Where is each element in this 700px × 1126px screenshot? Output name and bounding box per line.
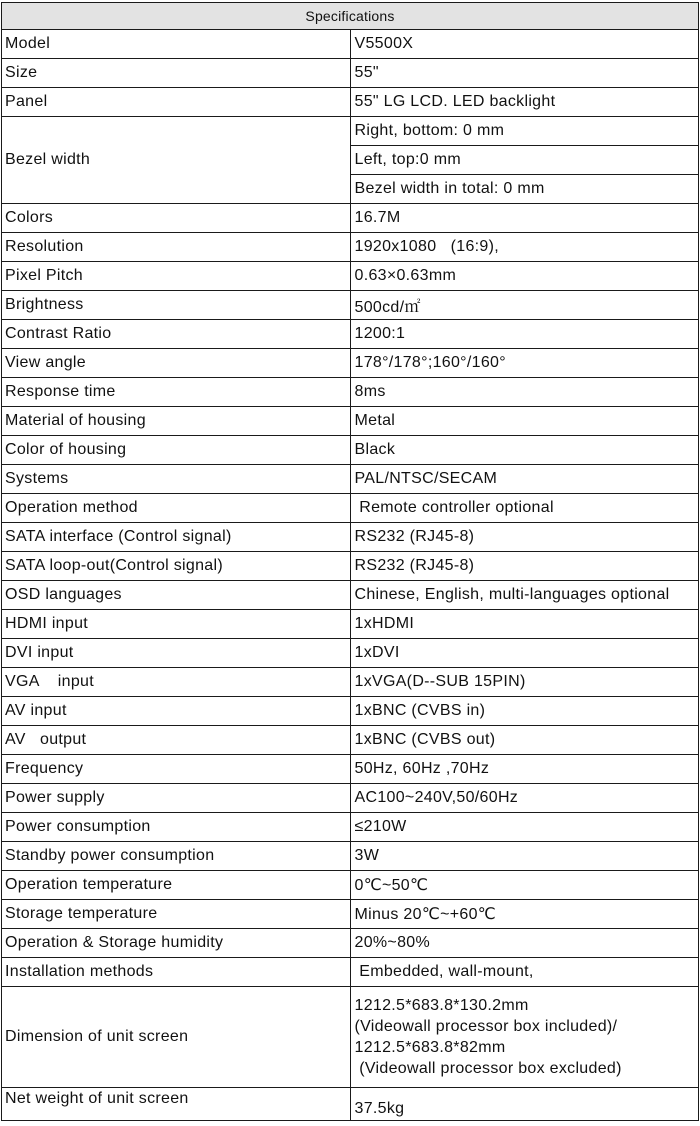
table-row <box>2 262 699 291</box>
spec-value: Black <box>350 436 699 465</box>
spec-label: Colors <box>2 204 351 233</box>
table-row-weight <box>2 1088 699 1121</box>
table-row <box>2 842 699 871</box>
table-row <box>2 407 699 436</box>
table-row <box>2 552 699 581</box>
table-row-bezel <box>2 117 699 146</box>
spec-value: V5500X <box>350 30 699 59</box>
spec-label: DVI input <box>2 639 351 668</box>
spec-label: Operation temperature <box>2 871 351 900</box>
spec-value: 1xHDMI <box>350 610 699 639</box>
table-row <box>2 30 699 59</box>
spec-value-bezel: Bezel width in total: 0 mm <box>350 175 699 204</box>
spec-label: Power consumption <box>2 813 351 842</box>
table-row <box>2 320 699 349</box>
spec-value: 0.63×0.63mm <box>350 262 699 291</box>
spec-value: ≤210W <box>350 813 699 842</box>
spec-label: View angle <box>2 349 351 378</box>
table-row <box>2 929 699 958</box>
table-row <box>2 88 699 117</box>
table-row <box>2 204 699 233</box>
table-body-tail <box>2 987 699 1121</box>
table-body <box>2 30 699 204</box>
spec-label: Brightness <box>2 291 351 320</box>
spec-value: 1xBNC (CVBS out) <box>350 726 699 755</box>
spec-value-dimension: 1212.5*683.8*130.2mm (Videowall processor box included)/ 1212.5*683.8*82mm (Videowall processor box excluded) <box>350 987 699 1088</box>
spec-label: Model <box>2 30 351 59</box>
spec-label: Response time <box>2 378 351 407</box>
spec-label: Material of housing <box>2 407 351 436</box>
table-title: Specifications <box>2 3 699 30</box>
spec-value: Embedded, wall-mount, <box>350 958 699 987</box>
table-row <box>2 581 699 610</box>
spec-label: SATA loop-out(Control signal) <box>2 552 351 581</box>
spec-value: 16.7M <box>350 204 699 233</box>
spec-value: Chinese, English, multi-languages optional <box>350 581 699 610</box>
spec-value: RS232 (RJ45-8) <box>350 523 699 552</box>
spec-value: 55" LG LCD. LED backlight <box>350 88 699 117</box>
table-row <box>2 610 699 639</box>
spec-value: 1200:1 <box>350 320 699 349</box>
spec-value: 500cd/㎡ <box>350 291 699 320</box>
table-row <box>2 813 699 842</box>
spec-value: 55" <box>350 59 699 88</box>
spec-label: Storage temperature <box>2 900 351 929</box>
table-row <box>2 378 699 407</box>
spec-label: Operation method <box>2 494 351 523</box>
table-row-dimension <box>2 987 699 1088</box>
table-row <box>2 784 699 813</box>
spec-value: 1xBNC (CVBS in) <box>350 697 699 726</box>
spec-value: Minus 20℃~+60℃ <box>350 900 699 929</box>
table-row <box>2 900 699 929</box>
spec-value: AC100~240V,50/60Hz <box>350 784 699 813</box>
spec-label: Power supply <box>2 784 351 813</box>
spec-label: OSD languages <box>2 581 351 610</box>
spec-value: 178°/178°;160°/160° <box>350 349 699 378</box>
spec-value: PAL/NTSC/SECAM <box>350 465 699 494</box>
spec-label-weight: Net weight of unit screen <box>2 1088 351 1121</box>
spec-label: SATA interface (Control signal) <box>2 523 351 552</box>
spec-label-dimension: Dimension of unit screen <box>2 987 351 1088</box>
spec-label: Color of housing <box>2 436 351 465</box>
spec-value-bezel: Right, bottom: 0 mm <box>350 117 699 146</box>
spec-value: 8ms <box>350 378 699 407</box>
spec-label: Operation & Storage humidity <box>2 929 351 958</box>
spec-value-bezel: Left, top:0 mm <box>350 146 699 175</box>
spec-label: Panel <box>2 88 351 117</box>
table-row <box>2 465 699 494</box>
spec-value: Metal <box>350 407 699 436</box>
spec-label: Frequency <box>2 755 351 784</box>
spec-value: RS232 (RJ45-8) <box>350 552 699 581</box>
spec-value: 20%~80% <box>350 929 699 958</box>
spec-label: Pixel Pitch <box>2 262 351 291</box>
table-row <box>2 871 699 900</box>
spec-label: Size <box>2 59 351 88</box>
spec-value: 1xVGA(D--SUB 15PIN) <box>350 668 699 697</box>
table-header-row <box>2 3 699 30</box>
spec-value: Remote controller optional <box>350 494 699 523</box>
specifications-table <box>1 2 699 1121</box>
spec-label: Systems <box>2 465 351 494</box>
table-row <box>2 291 699 320</box>
table-row <box>2 494 699 523</box>
table-row <box>2 436 699 465</box>
table-row <box>2 726 699 755</box>
table-row <box>2 668 699 697</box>
spec-value: 3W <box>350 842 699 871</box>
table-body-after <box>2 204 699 987</box>
spec-label-bezel-width: Bezel width <box>2 117 351 204</box>
table-row <box>2 755 699 784</box>
spec-label: Resolution <box>2 233 351 262</box>
spec-value: 50Hz, 60Hz ,70Hz <box>350 755 699 784</box>
table-row <box>2 59 699 88</box>
spec-label: AV output <box>2 726 351 755</box>
spec-value-weight: 37.5kg <box>350 1088 699 1121</box>
table-row <box>2 697 699 726</box>
spec-label: VGA input <box>2 668 351 697</box>
spec-value: 0℃~50℃ <box>350 871 699 900</box>
spec-value: 1920x1080 (16:9), <box>350 233 699 262</box>
table-row <box>2 958 699 987</box>
table-row <box>2 233 699 262</box>
table-row <box>2 349 699 378</box>
spec-label: HDMI input <box>2 610 351 639</box>
table-row <box>2 523 699 552</box>
spec-label: Contrast Ratio <box>2 320 351 349</box>
table-row <box>2 639 699 668</box>
spec-value: 1xDVI <box>350 639 699 668</box>
spec-label: AV input <box>2 697 351 726</box>
spec-label: Installation methods <box>2 958 351 987</box>
spec-label: Standby power consumption <box>2 842 351 871</box>
